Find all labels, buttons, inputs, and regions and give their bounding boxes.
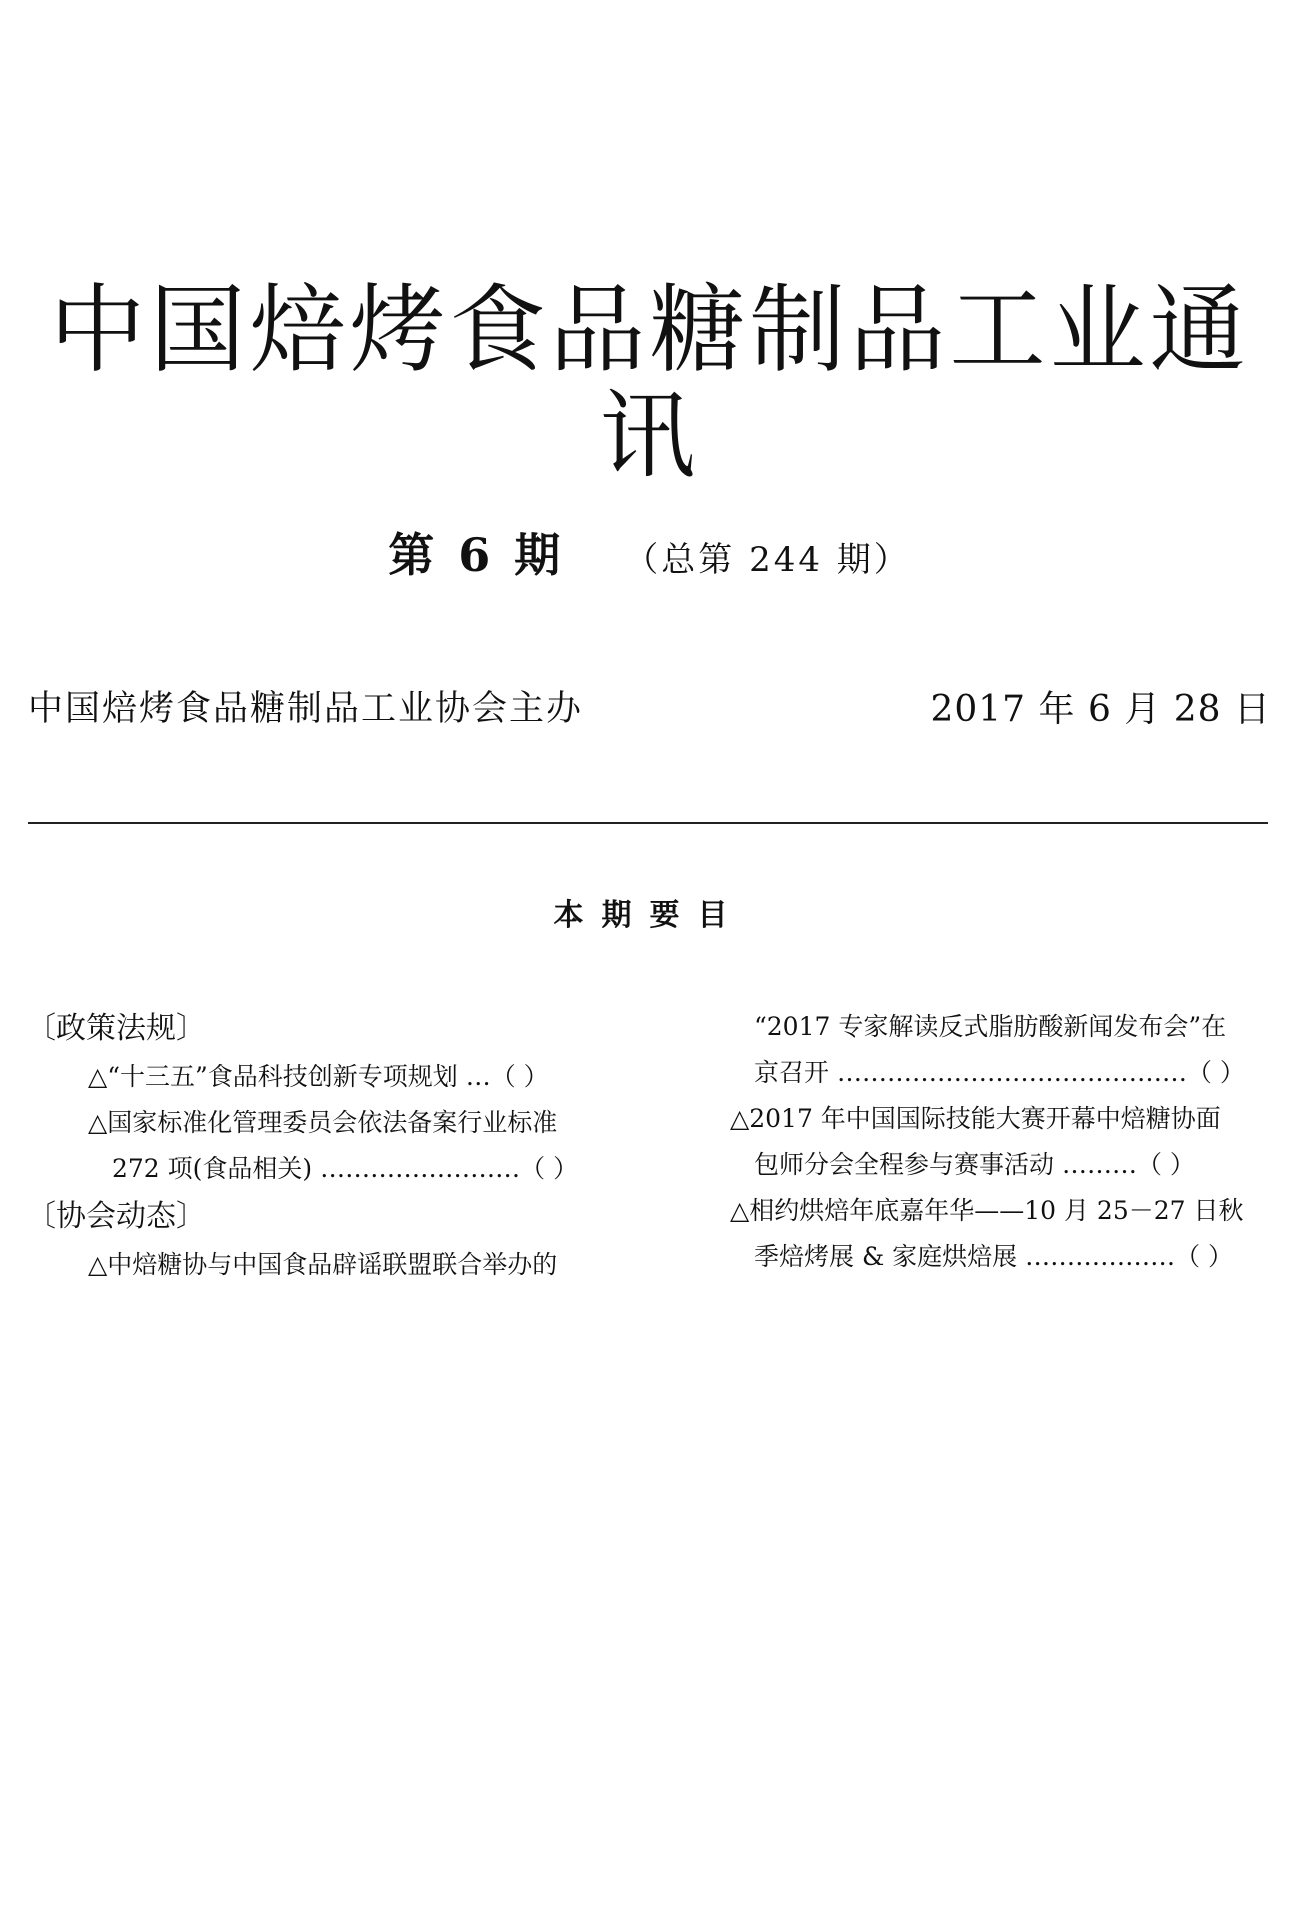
issue-total: （总第 244 期） — [624, 540, 911, 580]
toc-item-line: 京召开 ……………………………………（ ） — [754, 1058, 1245, 1087]
toc-item[interactable] — [88, 1100, 636, 1192]
section-heading-association: 〔协会动态〕 — [26, 1199, 206, 1234]
toc-item-line: 季焙烤展 & 家庭烘焙展 ………………（ ） — [754, 1242, 1234, 1271]
masthead-title: 中国焙烤食品糖制品工业通讯 — [49, 274, 1250, 492]
toc-item-line: △相约烘焙年底嘉年华——10 月 25－27 日秋 — [730, 1196, 1244, 1225]
publication-date: 2017 年 6 月 28 日 — [930, 689, 1271, 730]
toc-item-line: “2017 专家解读反式脂肪酸新闻发布会”在 — [754, 1012, 1227, 1041]
toc-item[interactable] — [730, 1188, 1275, 1280]
toc-title: 本期要目 — [553, 898, 746, 933]
toc-left-column — [26, 1004, 636, 1288]
header-divider — [28, 822, 1268, 824]
issue-line — [0, 528, 1299, 583]
publisher: 中国焙烤食品糖制品工业协会主办 — [28, 689, 584, 729]
toc-item-line: △国家标准化管理委员会依法备案行业标准 — [88, 1108, 558, 1137]
toc-item[interactable] — [88, 1054, 636, 1100]
toc-item[interactable] — [730, 1096, 1275, 1188]
toc-item-line: 272 项(食品相关) ……………………（ ） — [112, 1154, 579, 1183]
toc-item-line: △2017 年中国国际技能大赛开幕中焙糖协面 — [730, 1104, 1221, 1133]
toc-item-line: △中焙糖协与中国食品辟谣联盟联合举办的 — [88, 1250, 558, 1279]
toc-item-line: 包师分会全程参与赛事活动 ………（ ） — [754, 1150, 1195, 1179]
issue-number: 第 6 期 — [388, 528, 565, 582]
section-heading-policy: 〔政策法规〕 — [26, 1011, 206, 1046]
toc-right-column — [730, 1004, 1275, 1280]
toc-item-line: △“十三五”食品科技创新专项规划 …（ ） — [88, 1062, 549, 1091]
toc-item-continued[interactable] — [730, 1004, 1275, 1096]
toc-item[interactable] — [88, 1242, 636, 1288]
